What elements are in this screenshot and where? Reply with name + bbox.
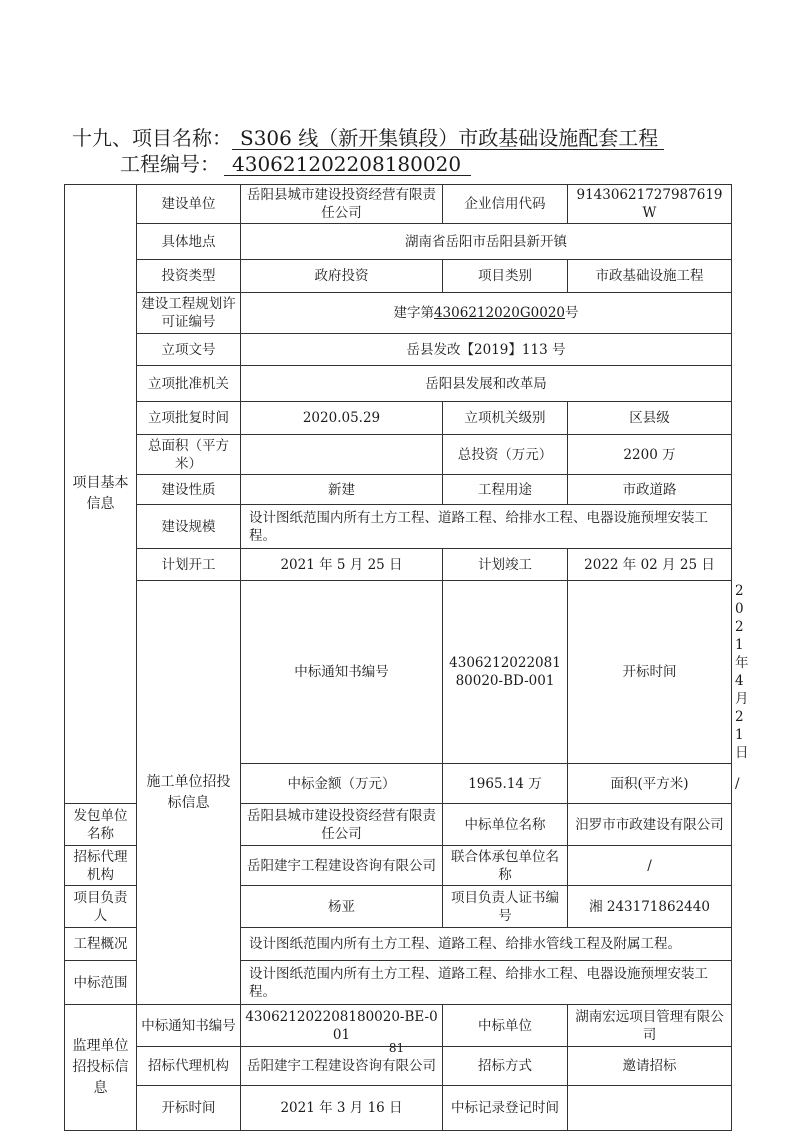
cert-label: 项目负责人证书编号 xyxy=(443,886,568,928)
approval-date-label: 立项批复时间 xyxy=(137,402,241,435)
issuer-label: 发包单位名称 xyxy=(65,804,137,846)
manager-label: 项目负责人 xyxy=(65,886,137,928)
sv-record-time xyxy=(568,1086,732,1131)
table-row: 中标金额（万元） 1965.14 万 面积(平方米) / xyxy=(65,764,732,804)
title-prefix: 十九、项目名称： xyxy=(72,126,232,150)
scale-label: 建设规模 xyxy=(137,505,241,549)
agency: 岳阳建宇工程建设咨询有限公司 xyxy=(241,846,443,886)
issuer: 岳阳县城市建设投资经营有限责任公司 xyxy=(241,804,443,846)
credit-code-label: 企业信用代码 xyxy=(443,185,568,224)
total-investment-label: 总投资（万元） xyxy=(443,435,568,475)
overview-label: 工程概况 xyxy=(65,928,137,961)
permit-prefix: 建字第 xyxy=(393,305,434,321)
supervision-section-label: 监理单位招投标信息 xyxy=(65,1005,137,1131)
table-row xyxy=(65,293,732,334)
sv-open-time: 2021 年 3 月 16 日 xyxy=(241,1086,443,1131)
table-row xyxy=(65,402,732,435)
plan-start: 2021 年 5 月 25 日 xyxy=(241,549,443,581)
table-row: 施工单位招投标信息 中标通知书编号 430621202208180020-BD-001 开标时间 2021 年 4 月 21 日 xyxy=(65,581,732,764)
open-time-label: 开标时间 xyxy=(568,581,732,764)
scale: 设计图纸范围内所有土方工程、道路工程、给排水工程、电器设施预埋安装工程。 xyxy=(241,505,732,549)
total-area xyxy=(241,435,443,475)
sv-method-label: 招标方式 xyxy=(443,1047,568,1086)
table-row xyxy=(65,549,732,581)
manager: 杨亚 xyxy=(241,886,443,928)
credit-code: 91430621727987619W xyxy=(568,185,732,224)
usage-label: 工程用途 xyxy=(443,475,568,505)
table-row xyxy=(65,505,732,549)
sv-winner: 湖南宏远项目管理有限公司 xyxy=(568,1005,732,1047)
winner: 汨罗市市政建设有限公司 xyxy=(568,804,732,846)
table-row xyxy=(65,334,732,366)
amount-label: 中标金额（万元） xyxy=(241,764,443,804)
notice-no: 430621202208180020-BD-001 xyxy=(443,581,568,764)
sv-open-time-label: 开标时间 xyxy=(137,1086,241,1131)
construction-section-label: 施工单位招投标信息 xyxy=(137,581,241,1005)
approval-date: 2020.05.29 xyxy=(241,402,443,435)
scope: 设计图纸范围内所有土方工程、道路工程、给排水工程、电器设施预埋安装工程。 xyxy=(241,961,732,1005)
project-category-label: 项目类别 xyxy=(443,260,568,293)
approval-doc-label: 立项文号 xyxy=(137,334,241,366)
table-row xyxy=(65,475,732,505)
cert: 湘 243171862440 xyxy=(568,886,732,928)
approval-authority: 岳阳县发展和改革局 xyxy=(241,366,732,402)
investment-type-label: 投资类型 xyxy=(137,260,241,293)
permit-number: 4306212020G0020 xyxy=(433,305,566,321)
table-row xyxy=(65,260,732,293)
scope-label: 中标范围 xyxy=(65,961,137,1005)
nature-label: 建设性质 xyxy=(137,475,241,505)
sv-record-time-label: 中标记录登记时间 xyxy=(443,1086,568,1131)
notice-no-label: 中标通知书编号 xyxy=(241,581,443,764)
usage: 市政道路 xyxy=(568,475,732,505)
table-row xyxy=(65,224,732,260)
sv-winner-label: 中标单位 xyxy=(443,1005,568,1047)
plan-start-label: 计划开工 xyxy=(137,549,241,581)
sv-agency-label: 招标代理机构 xyxy=(137,1047,241,1086)
area-label: 面积(平方米) xyxy=(568,764,732,804)
permit-label: 建设工程规划许可证编号 xyxy=(137,293,241,334)
project-name: S306 线（新开集镇段）市政基础设施配套工程 xyxy=(232,128,664,150)
title-project-code xyxy=(120,154,471,176)
plan-finish: 2022 年 02 月 25 日 xyxy=(568,549,732,581)
approval-authority-label: 立项批准机关 xyxy=(137,366,241,402)
nature: 新建 xyxy=(241,475,443,505)
code-prefix: 工程编号： xyxy=(120,152,220,176)
project-code: 430621202208180020 xyxy=(224,154,471,176)
authority-level-label: 立项机关级别 xyxy=(443,402,568,435)
sv-agency: 岳阳建宇工程建设咨询有限公司 xyxy=(241,1047,443,1086)
sv-notice-no-label: 中标通知书编号 xyxy=(137,1005,241,1047)
authority-level: 区县级 xyxy=(568,402,732,435)
sv-method: 邀请招标 xyxy=(568,1047,732,1086)
construction-unit: 岳阳县城市建设投资经营有限责任公司 xyxy=(241,185,443,224)
basic-section-label: 项目基本信息 xyxy=(65,185,137,804)
page-number: 81 xyxy=(388,1041,405,1055)
sv-notice-no: 430621202208180020-BE-001 xyxy=(241,1005,443,1047)
permit-suffix: 号 xyxy=(565,305,579,321)
title-project-name xyxy=(72,128,664,150)
construction-unit-label: 建设单位 xyxy=(137,185,241,224)
table-row xyxy=(65,435,732,475)
plan-finish-label: 计划竣工 xyxy=(443,549,568,581)
amount: 1965.14 万 xyxy=(443,764,568,804)
winner-label: 中标单位名称 xyxy=(443,804,568,846)
approval-doc: 岳县发改【2019】113 号 xyxy=(241,334,732,366)
project-info-table xyxy=(64,184,749,1131)
investment-type: 政府投资 xyxy=(241,260,443,293)
total-investment: 2200 万 xyxy=(568,435,732,475)
consortium: / xyxy=(568,846,732,886)
table-row xyxy=(65,366,732,402)
overview: 设计图纸范围内所有土方工程、道路工程、给排水管线工程及附属工程。 xyxy=(241,928,732,961)
agency-label: 招标代理机构 xyxy=(65,846,137,886)
location-label: 具体地点 xyxy=(137,224,241,260)
location: 湖南省岳阳市岳阳县新开镇 xyxy=(241,224,732,260)
permit-number-cell xyxy=(241,293,732,334)
project-category: 市政基础设施工程 xyxy=(568,260,732,293)
total-area-label: 总面积（平方米） xyxy=(137,435,241,475)
table-row xyxy=(65,1086,732,1131)
table-row xyxy=(65,185,732,224)
consortium-label: 联合体承包单位名称 xyxy=(443,846,568,886)
